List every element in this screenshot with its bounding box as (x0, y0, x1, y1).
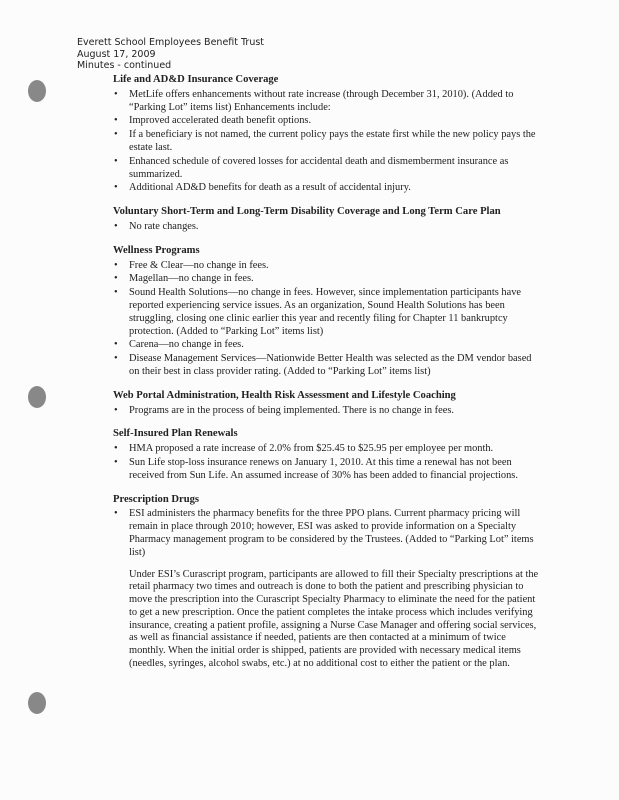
punch-hole (28, 80, 46, 102)
section-title: Web Portal Administration, Health Risk Assessment and Lifestyle Coaching (113, 389, 456, 401)
list-item: • Disease Management Services—Nationwide Better Health was selected as the DM vendor based on their best in class provider rating. (Added to “Parking Lot” items list) (129, 353, 543, 379)
section-wellness (113, 245, 543, 379)
section-title: Life and AD&D Insurance Coverage (113, 74, 279, 85)
section-title: Wellness Programs (113, 244, 200, 256)
list-item: • Sun Life stop-loss insurance renews on January 1, 2010. At this time a renewal has not been received from Sun Life. An assumed increase of 30% has been added to financial projections. (129, 457, 543, 483)
bullet-list (113, 260, 543, 379)
page-header (77, 37, 264, 72)
header-organization: Everett School Employees Benefit Trust (77, 37, 265, 48)
list-item: • Additional AD&D benefits for death as a result of accidental injury. (129, 182, 543, 195)
header-continued: Minutes - continued (77, 60, 172, 71)
list-item: • HMA proposed a rate increase of 2.0% from $25.45 to $25.95 per employee per month. (129, 443, 543, 456)
section-title: Voluntary Short-Term and Long-Term Disability Coverage and Long Term Care Plan (113, 206, 501, 218)
section-prescription-drugs (113, 494, 543, 671)
bullet-list (113, 89, 543, 195)
section-life-add (113, 74, 543, 195)
section-self-insured (113, 428, 543, 482)
list-item: • Magellan—no change in fees. (129, 273, 543, 286)
bullet-list (113, 443, 543, 482)
list-item: • Sound Health Solutions—no change in fees. However, since implementation participants have reported experiencing service issues. As an organization, Sound Health Solutions has been struggling, closing one clinic earlier this year and recently filing for Chapter 11 bankruptcy protection. (Added to “Parking Lot” items list) (129, 287, 543, 338)
punch-hole (28, 692, 46, 714)
list-item: • Improved accelerated death benefit options. (129, 115, 543, 128)
list-item: • MetLife offers enhancements without rate increase (through December 31, 2010). (Added to “Parking Lot” items list) Enhancements include: (129, 89, 543, 115)
header-date: August 17, 2009 (77, 48, 156, 60)
list-item: • If a beneficiary is not named, the current policy pays the estate first while the new policy pays the estate last. (129, 129, 543, 155)
list-item: • Carena—no change in fees. (129, 339, 543, 352)
section-web-portal (113, 390, 543, 418)
section-title: Self-Insured Plan Renewals (113, 428, 238, 440)
bullet-list (113, 405, 543, 418)
bullet-list (113, 508, 543, 559)
section-disability (113, 206, 543, 234)
list-item: • Programs are in the process of being implemented. There is no change in fees. (129, 405, 543, 418)
list-item: • No rate changes. (129, 221, 543, 234)
list-item: • ESI administers the pharmacy benefits for the three PPO plans. Current pharmacy pricing will remain in place through 2010; however, ESI was asked to provide information on a Specialty Pharmacy management program to be considered by the Trustees. (Added to “Parking Lot” items list) (129, 508, 543, 559)
minutes-body (113, 74, 543, 682)
punch-hole (28, 386, 46, 408)
section-title: Prescription Drugs (113, 493, 200, 505)
curascript-paragraph: Under ESI’s Curascript program, participants are allowed to fill their Specialty prescriptions at the retail pharmacy two times and outreach is done to both the patient and prescribing physician to move the prescription into the Curascript Specialty Pharmacy to eliminate the need for the patient to get a new prescription. Once the patient completes the intake process which includes verifying insurance, creating a patient profile, assigning a Nurse Case Manager and offering social services, as well as financial assistance if needed, patients are then contacted at a minimum of twice monthly. When the initial order is shipped, patients are provided with necessary medical items (needles, syringes, alcohol swabs, etc.) at no additional cost to either the patient or the plan. (129, 568, 539, 670)
list-item: • Free & Clear—no change in fees. (129, 260, 543, 273)
bullet-list (113, 221, 543, 234)
list-item: • Enhanced schedule of covered losses for accidental death and dismemberment insurance as summarized. (129, 156, 543, 182)
